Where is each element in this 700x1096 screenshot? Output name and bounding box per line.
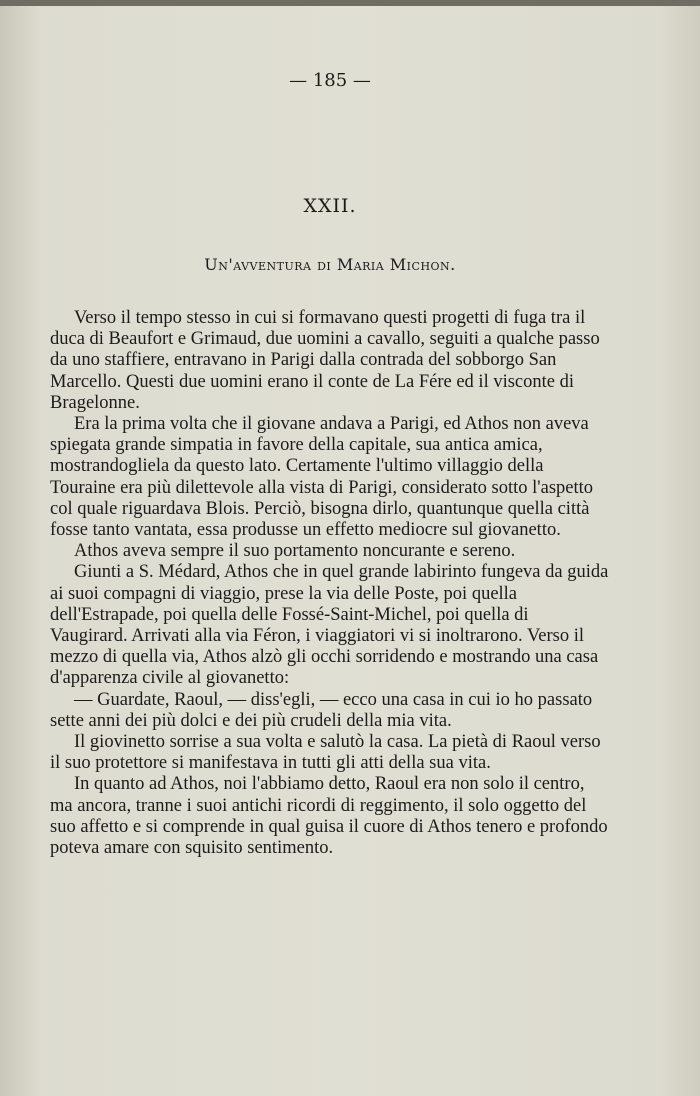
page-number: — 185 — <box>289 70 371 91</box>
paragraph: Verso il tempo stesso in cui si formavano questi progetti di fuga tra il duca di Beaufort e Grimaud, due uomini a cavallo, seguiti a qualche passo da uno staffiere, entravano in Parigi dalla contrada del sobborgo San Marcello. Questi due uomini erano il conte de La Fére ed il visconte di Bragelonne. <box>50 308 600 413</box>
paragraph: — Guardate, Raoul, — diss'egli, — ecco una casa in cui io ho passato sette anni dei più dolci e dei più crudeli della mia vita. <box>50 689 593 731</box>
paragraph: Era la prima volta che il giovane andava a Parigi, ed Athos non aveva spiegata grande simpatia in favore della capitale, sua antica amica, mostrandogliela da questo lato. Certamente l'ultimo villaggio della Touraine era più dilettevole alla vista di Parigi, considerato sotto l'aspetto col quale riguardava Blois. Perciò, bisogna dirlo, quantunque quella città fosse tanto vantata, essa produsse un effetto mediocre sul giovanetto. <box>50 414 594 541</box>
paragraph: In quanto ad Athos, noi l'abbiamo detto, Raoul era non solo il centro, ma ancora, tranne i suoi antichi ricordi di reggimento, il solo oggetto del suo affetto e si comprende in qual guisa il cuore di Athos tenero e profondo poteva amare con squisito sentimento. <box>50 774 608 859</box>
paragraph: Giunti a S. Médard, Athos che in quel grande labirinto fungeva da guida ai suoi compagni di viaggio, prese la via delle Poste, poi quella dell'Estrapade, poi quella delle Fossé-Saint-Michel, poi quella di Vaugirard. Arrivati alla via Féron, i viaggiatori vi si inoltrarono. Verso il mezzo di quella via, Athos alzò gli occhi sorridendo e mostrando una casa d'apparenza civile al giovanetto: <box>50 562 609 689</box>
chapter-number: XXII. <box>303 195 357 217</box>
page-top-edge <box>0 0 700 6</box>
paragraph: Athos aveva sempre il suo portamento noncurante e sereno. <box>74 541 516 562</box>
body-text <box>50 308 610 859</box>
chapter-title: Un'avventura di Maria Michon. <box>204 255 456 274</box>
paragraph: Il giovinetto sorrise a sua volta e salutò la casa. La pietà di Raoul verso il suo protettore si manifestava in tutti gli atti della sua vita. <box>50 732 601 774</box>
